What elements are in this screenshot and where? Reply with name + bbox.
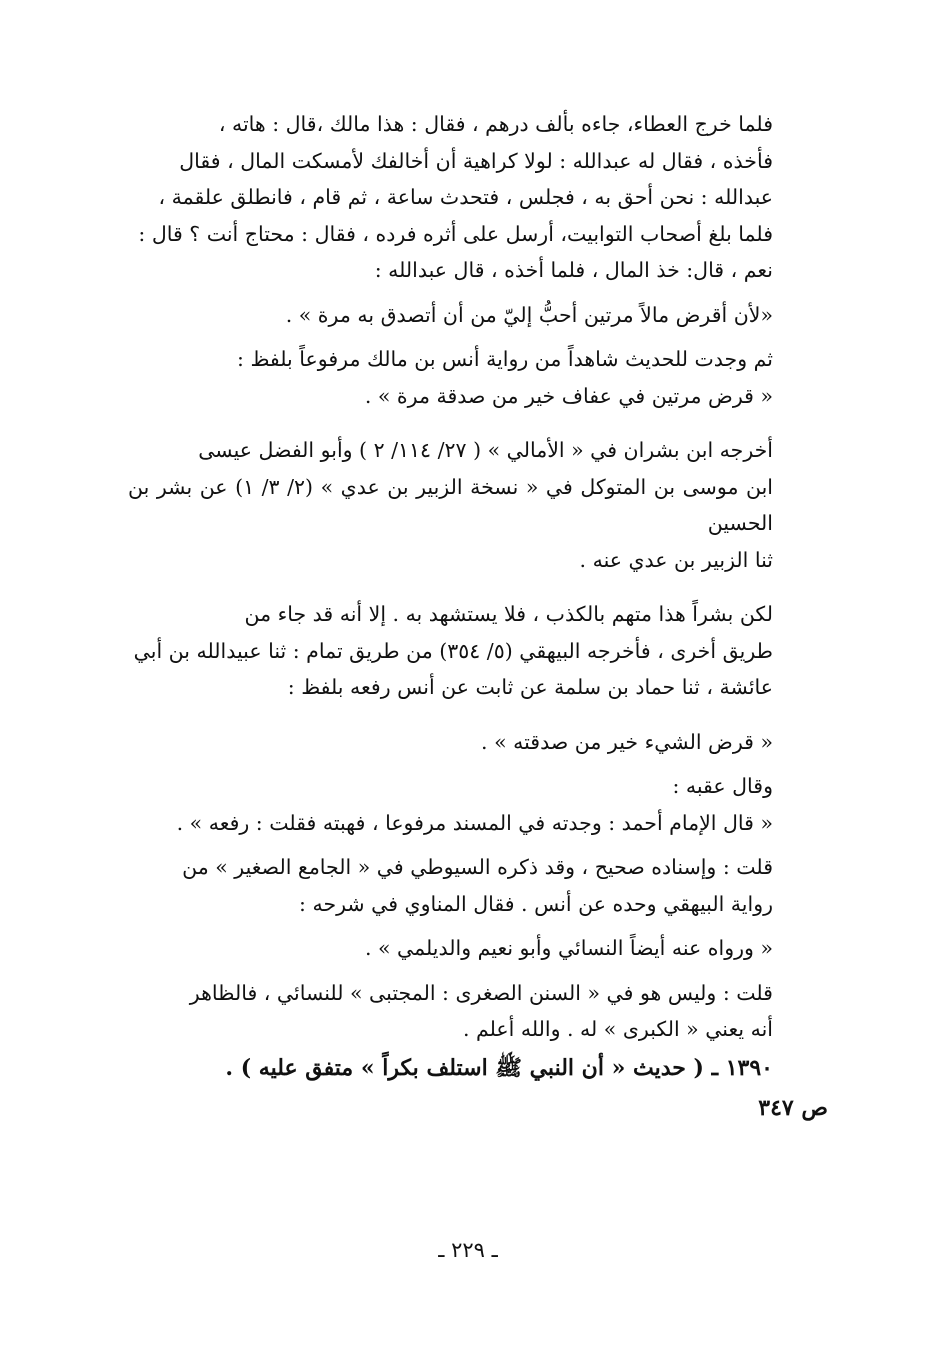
text-line: « قرض الشيء خير من صدقته » .: [481, 729, 773, 754]
paragraph-ibn-bishran-takhrij: [128, 432, 828, 578]
text-line: «لأن أقرض مالاً مرتين أحبُّ إليّ من أن أتصدق به مرة » .: [285, 302, 773, 327]
paragraph-anas-witness: [128, 341, 828, 414]
text-line: « ورواه عنه أيضاً النسائي وأبو نعيم والديلمي » .: [364, 936, 773, 960]
quote-lend-twice: [128, 297, 828, 334]
paragraph-alqama-story: [128, 106, 828, 289]
text-line: ثنا الزبير بن عدي عنه .: [579, 547, 773, 572]
text-line: فلما خرج العطاء، جاءه بألف درهم ، فقال : هذا مالك ،قال : هاته ،: [218, 112, 773, 136]
text-line: « قرض مرتين في عفاف خير من صدقة مرة » .: [364, 383, 773, 408]
text-line: فأخذه ، فقال له عبدالله : لولا كراهية أن أخالفك لأمسكت المال ، فقال: [179, 148, 773, 173]
text-line: نعم ، قال: خذ المال ، فلما أخذه ، قال عبدالله :: [374, 258, 773, 282]
hadith-heading-page-ref: ص ٣٤٧: [758, 1094, 828, 1121]
paragraph-isnad-sahih: [128, 849, 828, 922]
page-body: [128, 106, 828, 1128]
text-line: قلت : وإسناده صحيح ، وقد ذكره السيوطي في « الجامع الصغير » من: [182, 855, 773, 879]
text-line: فلما بلغ أصحاب التوابيت، أرسل على أثره فرده ، فقال : محتاج أنت ؟ قال :: [138, 221, 773, 246]
quote-munawi: [128, 930, 828, 967]
text-line: أنه يعني « الكبرى » له . والله أعلم .: [462, 1017, 773, 1041]
text-line: رواية البيهقي وحده عن أنس . فقال المناوي في شرحه :: [299, 891, 773, 916]
hadith-heading-line: ١٣٩٠ ـ ( حديث « أن النبي ﷺ استلف بكراً » متفق عليه ) .: [225, 1054, 773, 1081]
text-line: طريق أخرى ، فأخرجه البيهقي (٥/ ٣٥٤) من طريق تمام : ثنا عبيدالله بن أبي: [133, 638, 773, 663]
quote-imam-ahmad: [128, 805, 828, 842]
text-line: عبدالله : نحن أحق به ، فجلس ، فتحدث ساعة ، ثم قام ، فانطلق علقمة ،: [158, 185, 773, 209]
text-line: أخرجه ابن بشران في « الأمالي » ( ٢٧/ ١١٤/ ٢ ) وأبو الفضل عيسى: [198, 438, 773, 462]
text-line: قلت : وليس هو في « السنن الصغرى : المجتبى » للنسائي ، فالظاهر: [189, 980, 773, 1005]
hadith-1390-heading: [128, 1048, 828, 1128]
text-line: وقال عقبه :: [672, 774, 773, 798]
text-line: عائشة ، ثنا حماد بن سلمة عن ثابت عن أنس رفعه بلفظ :: [287, 675, 773, 699]
text-line: لكن بشراً هذا متهم بالكذب ، فلا يستشهد به . إلا أنه قد جاء من: [244, 602, 773, 626]
text-line: ثم وجدت للحديث شاهداً من رواية أنس بن مالك مرفوعاً بلفظ :: [237, 347, 773, 371]
paragraph-bishr-accused: [128, 596, 828, 706]
quote-lending-better: [128, 724, 828, 761]
text-line: ابن موسى بن المتوكل في « نسخة الزبير بن عدي » (٢/ ٣/ ١) عن بشر بن الحسين: [128, 474, 773, 535]
text-line: « قال الإمام أحمد : وجدته في المسند مرفوعا ، فهبته فقلت : رفعه » .: [176, 810, 773, 835]
paragraph-not-in-sughra: [128, 975, 828, 1048]
paragraph-said-after: [128, 768, 828, 805]
page-number: ـ ٢٢٩ ـ: [438, 1238, 498, 1262]
